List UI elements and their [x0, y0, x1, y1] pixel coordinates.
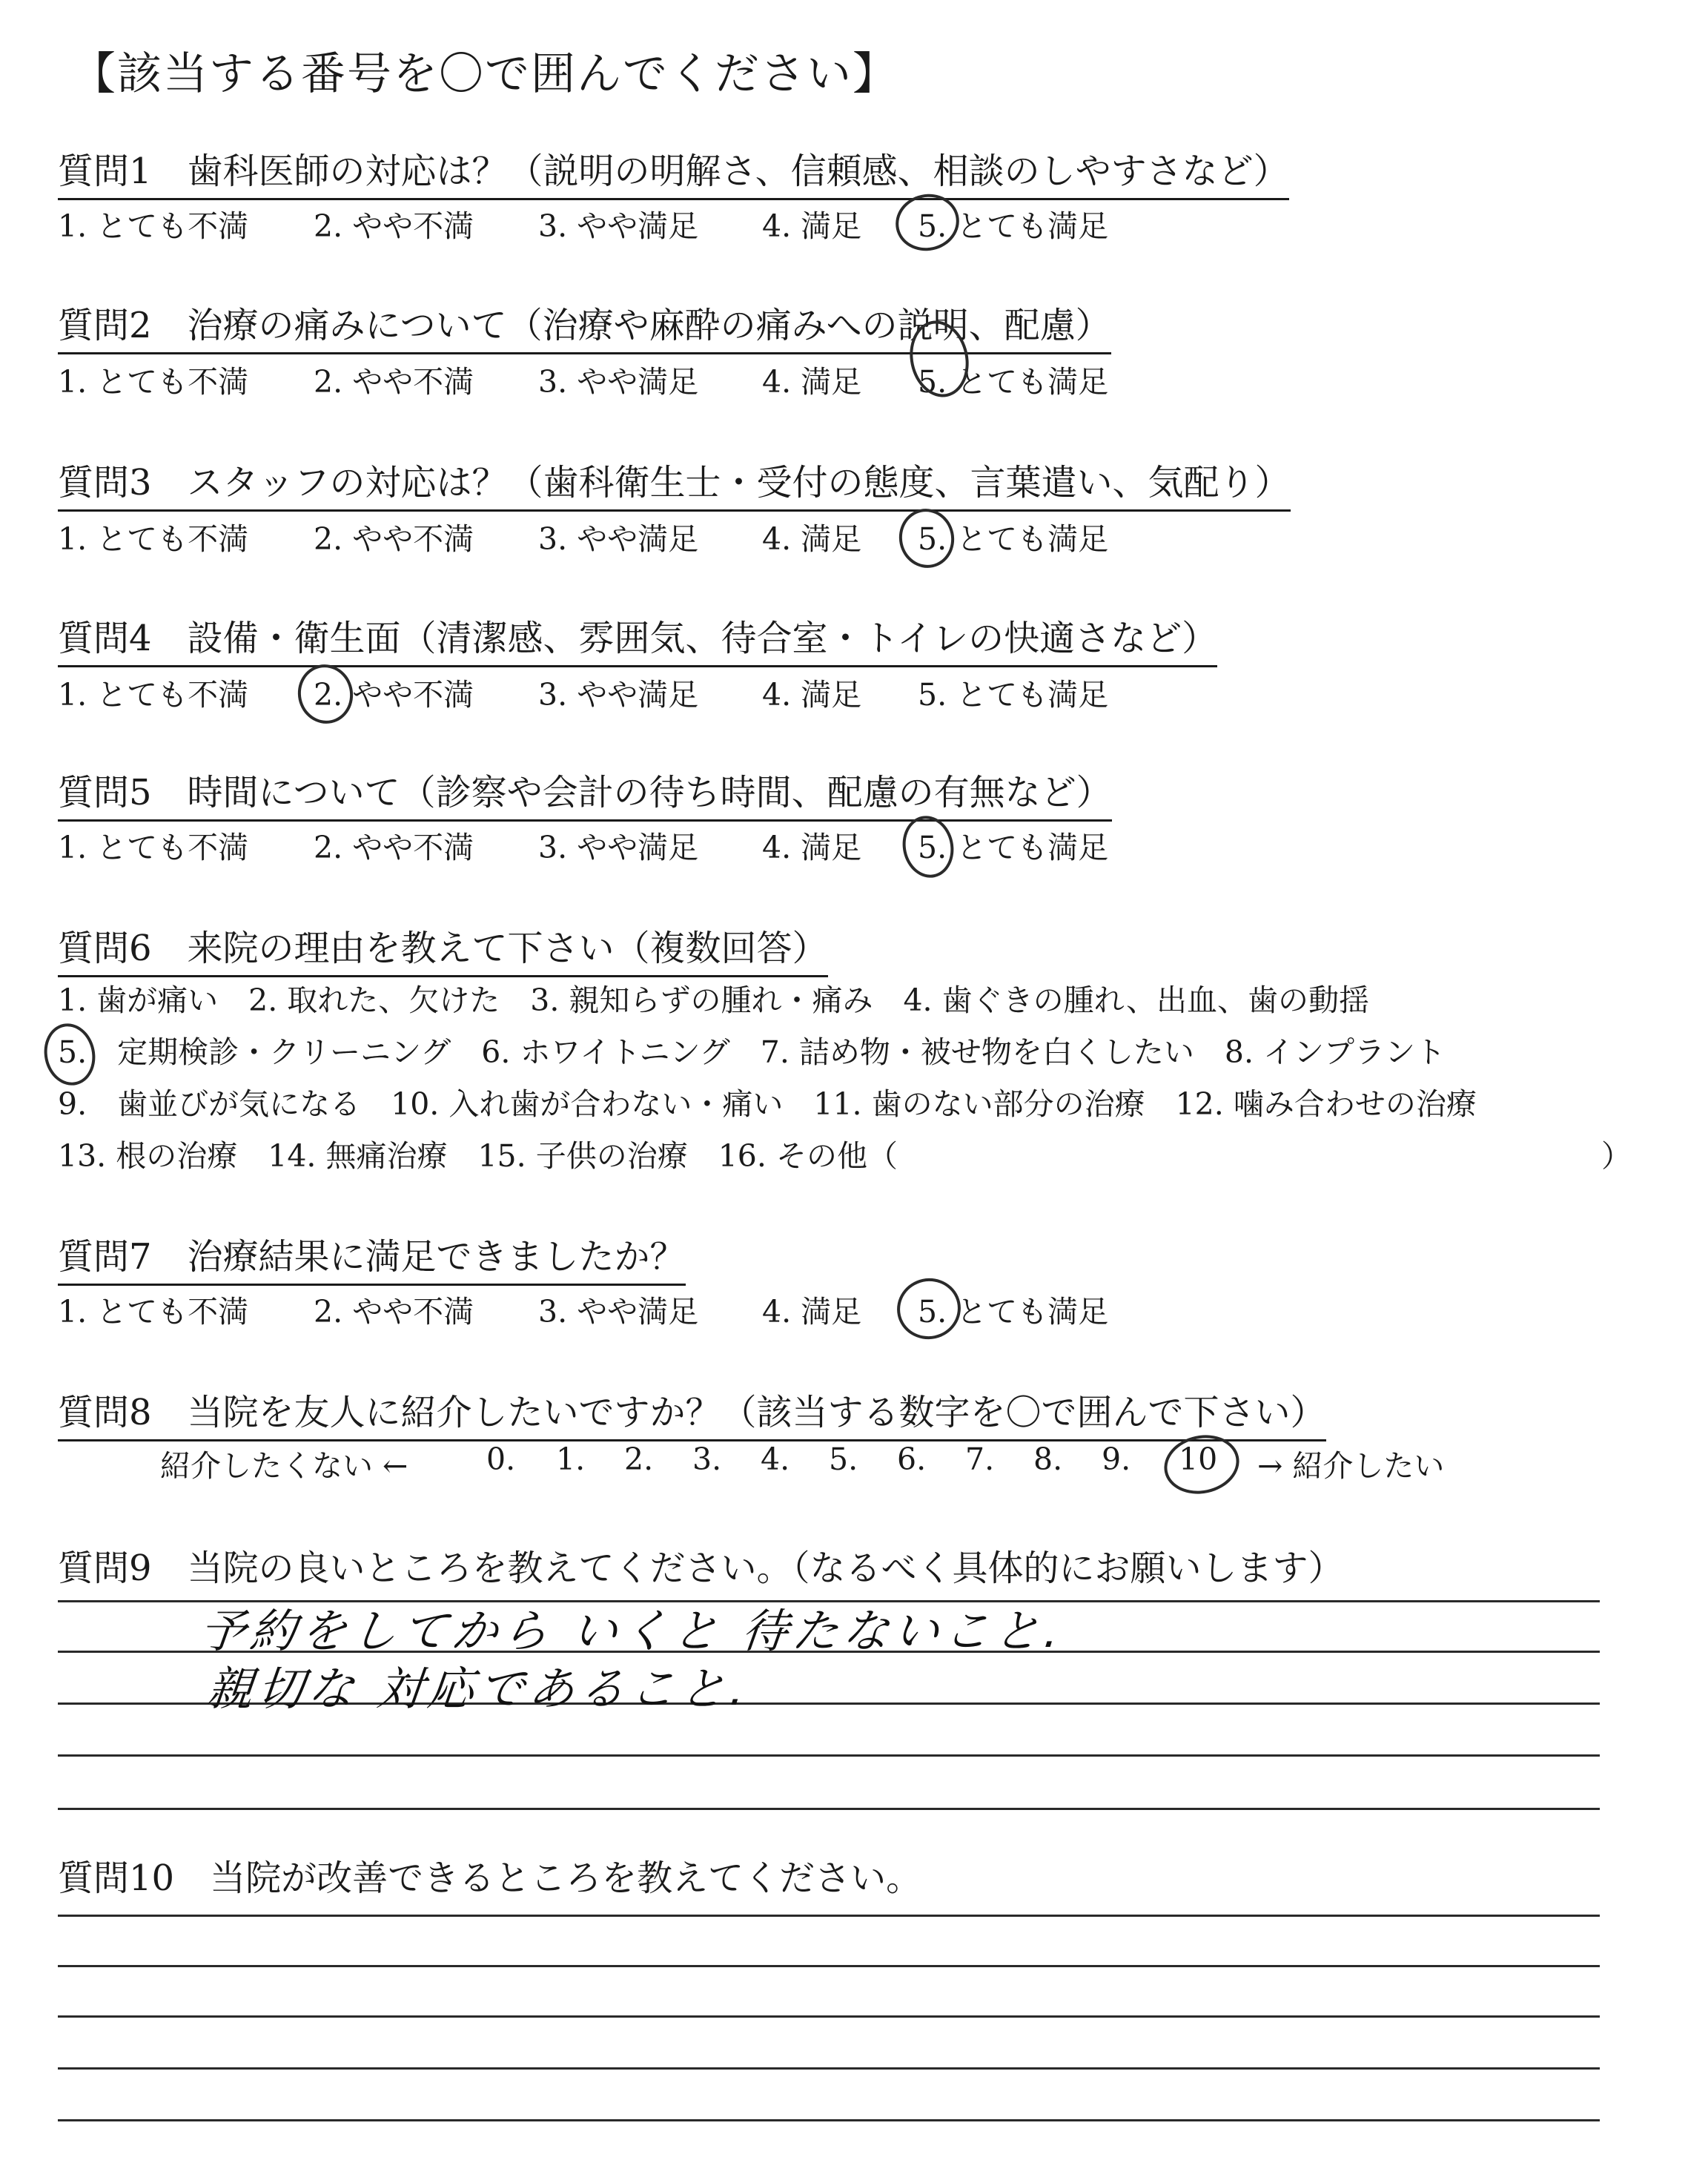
handwritten-answer-line-2[interactable]: 親切な 対応であること.: [204, 1662, 752, 1716]
option-3[interactable]: 3. やや満足: [538, 521, 699, 557]
question-number: 質問5: [58, 772, 152, 813]
scale-3[interactable]: 3.: [692, 1441, 722, 1477]
options-q3: [58, 515, 1659, 559]
option-3[interactable]: 3. やや満足: [538, 364, 699, 400]
option-4[interactable]: 4. 満足: [762, 677, 862, 713]
scale-2[interactable]: 2.: [624, 1441, 654, 1477]
scale-10[interactable]: 10: [1179, 1441, 1218, 1477]
question-number: 質問8: [58, 1392, 152, 1433]
option-2[interactable]: 2. やや不満: [314, 677, 474, 713]
option-1[interactable]: 1. とても不満: [58, 677, 249, 713]
options-q5: [58, 823, 1659, 868]
question-text: 当院を友人に紹介したいですか？（該当する数字を〇で囲んで下さい）: [187, 1392, 1326, 1433]
scale-right-label: → 紹介したい: [1257, 1448, 1445, 1484]
scale-6[interactable]: 6.: [897, 1441, 927, 1477]
answer-line: [58, 2015, 1600, 2018]
scale-8[interactable]: 8.: [1033, 1441, 1063, 1477]
option-5[interactable]: 5. とても満足: [918, 830, 1109, 865]
question-6: [58, 919, 828, 977]
question-number: 質問9: [58, 1548, 152, 1589]
option-2[interactable]: 2. やや不満: [314, 521, 474, 557]
question-number: 質問7: [58, 1236, 152, 1278]
question-8: [58, 1384, 1326, 1441]
answer-line: [58, 2119, 1600, 2121]
scale-0[interactable]: 0.: [486, 1441, 516, 1477]
handwritten-answer-line-1[interactable]: 予約をしてから いくと 待たないこと.: [196, 1604, 1067, 1658]
option-2[interactable]: 2. やや不満: [314, 364, 474, 400]
question-text: 来院の理由を教えて下さい（複数回答）: [187, 928, 828, 969]
option-4[interactable]: 4. 満足: [762, 830, 862, 865]
question-9: [58, 1539, 1344, 1595]
reason-row-4[interactable]: 13. 根の治療 14. 無痛治療 15. 子供の治療 16. その他（: [58, 1138, 898, 1174]
option-3[interactable]: 3. やや満足: [538, 1294, 699, 1330]
option-3[interactable]: 3. やや満足: [538, 677, 699, 713]
option-1[interactable]: 1. とても不満: [58, 208, 249, 244]
question-3: [58, 454, 1291, 512]
recommend-scale: [0, 1441, 1708, 1486]
question-number: 質問2: [58, 305, 152, 346]
scale-7[interactable]: 7.: [965, 1441, 995, 1477]
question-text: 当院が改善できるところを教えてください。: [210, 1857, 922, 1899]
answer-line: [58, 1754, 1600, 1757]
question-number: 質問1: [58, 151, 152, 192]
question-text: スタッフの対応は？（歯科衛生士・受付の態度、言葉遣い、気配り）: [187, 462, 1291, 503]
option-5[interactable]: 5. とても満足: [918, 1294, 1109, 1330]
options-q4: [58, 670, 1659, 715]
option-4[interactable]: 4. 満足: [762, 208, 862, 244]
scale-1[interactable]: 1.: [556, 1441, 586, 1477]
question-number: 質問3: [58, 462, 152, 503]
scale-left-label: 紹介したくない ←: [160, 1448, 408, 1484]
question-text: 時間について（診察や会計の待ち時間、配慮の有無など）: [187, 772, 1112, 813]
scale-9[interactable]: 9.: [1102, 1441, 1131, 1477]
option-2[interactable]: 2. やや不満: [314, 208, 474, 244]
answer-circle: [891, 1272, 966, 1345]
option-3[interactable]: 3. やや満足: [538, 208, 699, 244]
option-4[interactable]: 4. 満足: [762, 521, 862, 557]
option-5[interactable]: 5. とても満足: [918, 364, 1109, 400]
scale-5[interactable]: 5.: [829, 1441, 858, 1477]
option-1[interactable]: 1. とても不満: [58, 521, 249, 557]
page-title: 【該当する番号を〇で囲んでください】: [71, 48, 898, 100]
option-5[interactable]: 5. とても満足: [918, 208, 1109, 244]
options-q7: [58, 1287, 1659, 1332]
question-4: [58, 610, 1217, 667]
question-text: 治療結果に満足できましたか？: [187, 1236, 686, 1278]
reason-row-2[interactable]: 5. 定期検診・クリーニング 6. ホワイトニング 7. 詰め物・被せ物を白くしたい 8. インプラント: [58, 1034, 1446, 1070]
question-number: 質問10: [58, 1857, 175, 1899]
question-10: [58, 1849, 921, 1905]
answer-line: [58, 1915, 1600, 1917]
answer-line: [58, 1965, 1600, 1967]
option-1[interactable]: 1. とても不満: [58, 364, 249, 400]
option-2[interactable]: 2. やや不満: [314, 1294, 474, 1330]
option-1[interactable]: 1. とても不満: [58, 1294, 249, 1330]
question-text: 治療の痛みについて（治療や麻酔の痛みへの説明、配慮）: [187, 305, 1111, 346]
scale-4[interactable]: 4.: [761, 1441, 790, 1477]
option-3[interactable]: 3. やや満足: [538, 830, 699, 865]
question-number: 質問6: [58, 928, 152, 969]
option-4[interactable]: 4. 満足: [762, 1294, 862, 1330]
option-4[interactable]: 4. 満足: [762, 364, 862, 400]
answer-line: [58, 1808, 1600, 1810]
question-5: [58, 764, 1112, 822]
question-text: 歯科医師の対応は？（説明の明解さ、信頼感、相談のしやすさなど）: [187, 151, 1289, 192]
option-1[interactable]: 1. とても不満: [58, 830, 249, 865]
question-text: 設備・衛生面（清潔感、雰囲気、待合室・トイレの快適さなど）: [187, 618, 1218, 659]
option-2[interactable]: 2. やや不満: [314, 830, 474, 865]
reason-row-3[interactable]: 9. 歯並びが気になる 10. 入れ歯が合わない・痛い 11. 歯のない部分の治療 12. 噛み合わせの治療: [58, 1086, 1477, 1122]
question-number: 質問4: [58, 618, 152, 659]
option-5[interactable]: 5. とても満足: [918, 521, 1109, 557]
question-1: [58, 142, 1289, 200]
reason-other-close: ）: [1601, 1138, 1632, 1174]
options-q2: [58, 357, 1659, 402]
question-7: [58, 1228, 686, 1286]
answer-circle: [897, 811, 959, 882]
options-q1: [58, 202, 1659, 246]
option-5[interactable]: 5. とても満足: [918, 677, 1109, 713]
reason-row-1[interactable]: 1. 歯が痛い 2. 取れた、欠けた 3. 親知らずの腫れ・痛み 4. 歯ぐきの腫れ、出血、歯の動揺: [58, 982, 1370, 1018]
answer-line: [58, 2067, 1600, 2070]
question-text: 当院の良いところを教えてください。（なるべく具体的にお願いします）: [187, 1548, 1344, 1589]
